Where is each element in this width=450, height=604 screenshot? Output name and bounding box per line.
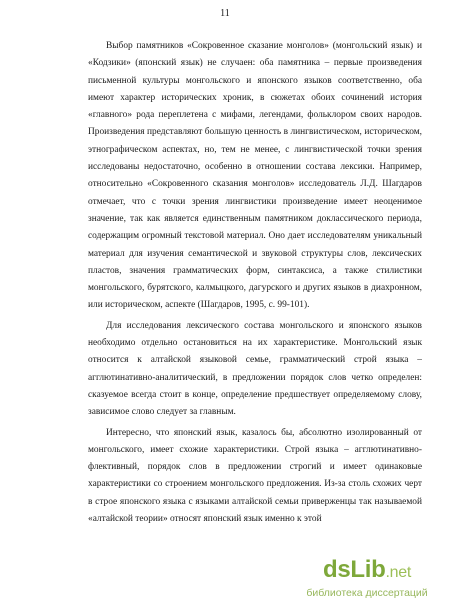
paragraph-sources: Выбор памятников «Сокровенное сказание монголов» (монгольский язык) и «Кодзики» (японский язык) не случаен: оба памятника – первые произведения письменной культуры монгольского и японского языков соответственно, оба имеют характер исторических хроник, в сюжетах обоих сочинений история «главного» рода переплетена с мифами, легендами, фольклором своих народов. Произведения представляют большую ценность в лингвистическом, историческом, этнографическом аспектах, но, тем не менее, с лингвистической точки зрения исследованы недостаточно, особенно в отношении состава лексики. Например, относительно «Сокровенного сказания монголов» исследователь Л.Д. Шагдаров отмечает, что с точки зрения лингвистики произведение имеет неоценимое значение, так как является единственным памятником доклассического периода, содержащим огромный текстовой материал. Оно дает исследователям уникальный материал для изучения семантической и звуковой структуры слов, лексических пластов, значения грамматических форм, синтаксиса, а также стилистики монгольского, бурятского, калмыцкого, дагурского и других языков в диахронном, или историческом, аспекте (Шагдаров, 1995, с. 99-101). xyxy=(88,41,422,311)
watermark-logo-tld: .net xyxy=(385,564,411,581)
dslib-watermark xyxy=(292,557,442,599)
watermark-caption: библиотека диссертаций xyxy=(306,587,428,599)
paragraph-japanese-language: Интересно, что японский язык, казалось бы, абсолютно изолированный от монгольского, имеет схожие характеристики. Строй языка – агглютинативно-флективный, порядок слов в предложении строгий и имеет одинаковые характеристики со строением монгольского предложения. Из-за столь схожих черт в строе японского языка с языками алтайской семьи приверженцы так называемой «алтайской теории» относят японский язык именно к этой xyxy=(88,427,422,525)
watermark-logo-name: dsLib xyxy=(323,556,386,583)
watermark-logo xyxy=(292,557,442,586)
paragraph-mongolian-language: Для исследования лексического состава монгольского и японского языков необходимо отдельно остановиться на их характеристике. Монгольский язык относится к алтайской языковой семье, грамматический строй языка – агглютинативно-аналитический, в предложении порядок слов четко определен: сказуемое всегда стоит в конце, определение предшествует определяемому слову, зависимое слово следует за главным. xyxy=(88,320,422,418)
page-number: 11 xyxy=(220,8,230,19)
document-body xyxy=(88,38,422,528)
